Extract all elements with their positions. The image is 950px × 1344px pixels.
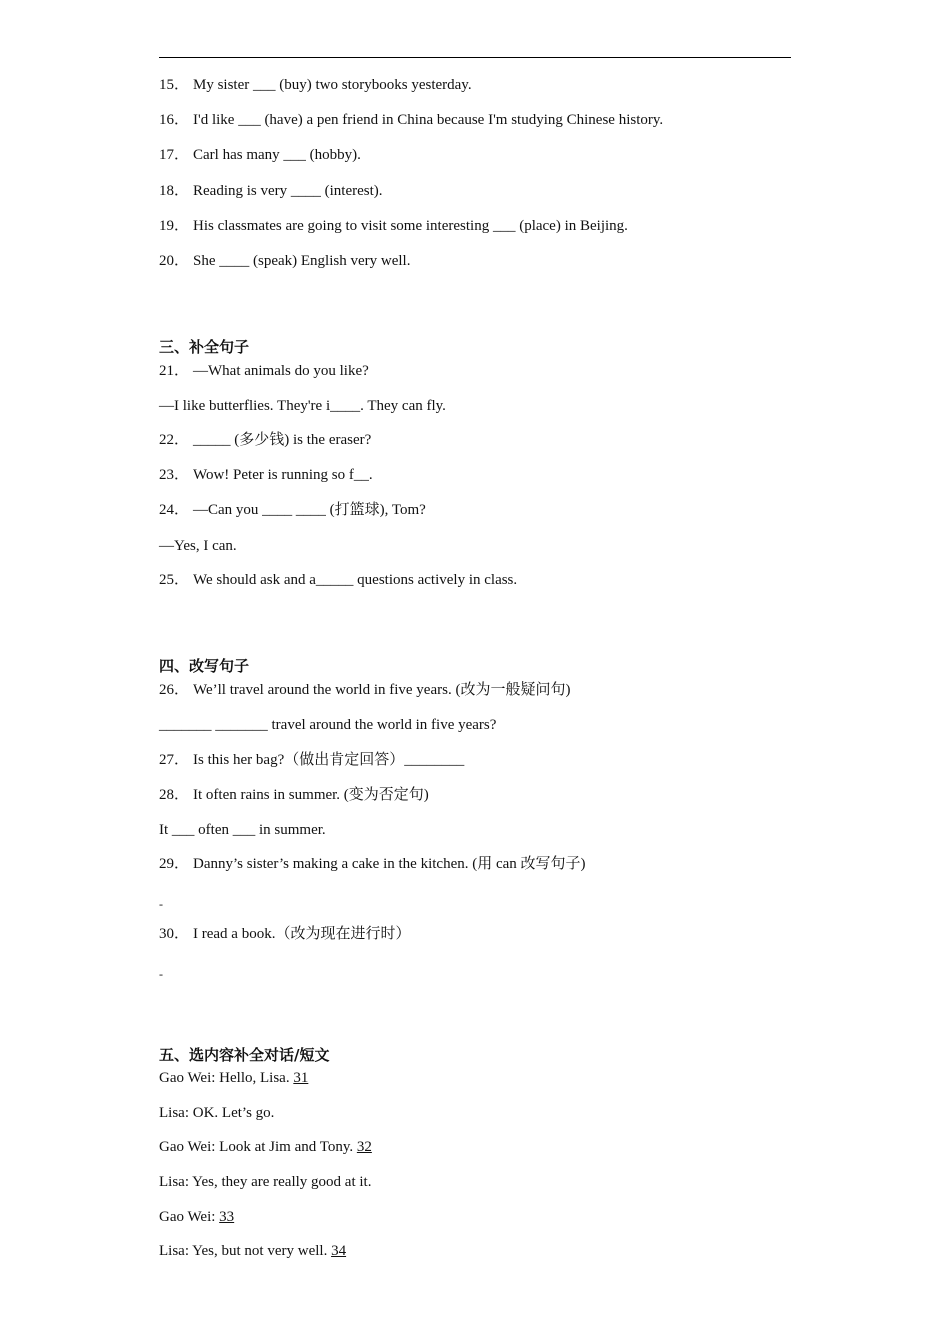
question-number: 26． xyxy=(159,682,190,698)
question-21 xyxy=(159,361,369,381)
question-18 xyxy=(159,181,383,201)
question-29 xyxy=(159,854,586,874)
dialog-line-2 xyxy=(159,1103,274,1123)
question-25 xyxy=(159,570,517,590)
dialog-text: Lisa: Yes, but not very well. xyxy=(159,1243,332,1259)
question-text: Danny’s sister’s making a cake in the kitchen. (用 can 改写句子) xyxy=(193,856,586,872)
section-heading-3: 三、补全句子 xyxy=(159,338,250,356)
question-24 xyxy=(159,500,426,520)
dialog-line-4 xyxy=(159,1172,371,1192)
question-27 xyxy=(159,750,464,770)
question-number: 30． xyxy=(159,926,190,942)
question-30-answer: - xyxy=(159,967,163,981)
question-text: I read a book.（改为现在进行时） xyxy=(193,926,411,942)
question-number: 18． xyxy=(159,183,190,199)
dialog-blank-34: 34 xyxy=(331,1243,347,1259)
question-28 xyxy=(159,785,429,805)
question-28-answer: It ___ often ___ in summer. xyxy=(159,822,326,838)
question-16 xyxy=(159,110,663,130)
question-text: Is this her bag?（做出肯定回答）________ xyxy=(193,752,465,768)
question-15 xyxy=(159,75,472,95)
dialog-blank-32: 32 xyxy=(356,1139,372,1155)
question-number: 23． xyxy=(159,467,190,483)
dialog-text: Lisa: OK. Let’s go. xyxy=(159,1105,275,1121)
question-text: We’ll travel around the world in five years. (改为一般疑问句) xyxy=(193,682,571,698)
question-number: 24． xyxy=(159,502,190,518)
question-number: 28． xyxy=(159,787,190,803)
dialog-line-1 xyxy=(159,1068,308,1088)
question-text: I'd like ___ (have) a pen friend in China because I'm studying Chinese history. xyxy=(193,112,664,128)
question-text: Carl has many ___ (hobby). xyxy=(193,147,361,163)
dialog-blank-33: 33 xyxy=(219,1209,235,1225)
question-text: Wow! Peter is running so f__. xyxy=(193,467,373,483)
question-number: 29． xyxy=(159,856,190,872)
question-text: His classmates are going to visit some interesting ___ (place) in Beijing. xyxy=(193,218,628,234)
dialog-line-5 xyxy=(159,1207,234,1227)
question-number: 17． xyxy=(159,147,190,163)
question-number: 20． xyxy=(159,253,190,269)
question-number: 21． xyxy=(159,363,190,379)
question-text: She ____ (speak) English very well. xyxy=(193,253,411,269)
question-text: It often rains in summer. (变为否定句) xyxy=(193,787,429,803)
question-26 xyxy=(159,680,570,700)
dialog-line-6 xyxy=(159,1241,346,1261)
dialog-text: Gao Wei: Hello, Lisa. xyxy=(159,1070,294,1086)
dialog-line-3 xyxy=(159,1137,372,1157)
question-number: 15． xyxy=(159,77,190,93)
question-text: My sister ___ (buy) two storybooks yesterday. xyxy=(193,77,472,93)
question-21-reply: —I like butterflies. They're i____. They can fly. xyxy=(159,398,446,414)
question-number: 22． xyxy=(159,432,190,448)
question-text: _____ (多少钱) is the eraser? xyxy=(193,432,372,448)
question-20 xyxy=(159,251,410,271)
question-text: We should ask and a_____ questions actively in class. xyxy=(193,572,518,588)
section-heading-5: 五、选内容补全对话/短文 xyxy=(159,1046,330,1064)
question-17 xyxy=(159,145,361,165)
section-heading-4: 四、改写句子 xyxy=(159,657,250,675)
question-26-answer: _______ _______ travel around the world in five years? xyxy=(159,717,497,733)
dialog-text: Lisa: Yes, they are really good at it. xyxy=(159,1174,372,1190)
question-number: 27． xyxy=(159,752,190,768)
question-29-answer: - xyxy=(159,897,163,911)
header-rule xyxy=(159,57,791,58)
question-text: —Can you ____ ____ (打篮球), Tom? xyxy=(193,502,426,518)
question-number: 19． xyxy=(159,218,190,234)
question-23 xyxy=(159,465,373,485)
dialog-text: Gao Wei: Look at Jim and Tony. xyxy=(159,1139,357,1155)
question-text: Reading is very ____ (interest). xyxy=(193,183,383,199)
question-22 xyxy=(159,430,371,450)
dialog-text: Gao Wei: xyxy=(159,1209,220,1225)
question-number: 25． xyxy=(159,572,190,588)
question-24-reply: —Yes, I can. xyxy=(159,538,237,554)
question-30 xyxy=(159,924,410,944)
question-19 xyxy=(159,216,628,236)
question-number: 16． xyxy=(159,112,190,128)
question-text: —What animals do you like? xyxy=(193,363,369,379)
dialog-blank-31: 31 xyxy=(293,1070,309,1086)
